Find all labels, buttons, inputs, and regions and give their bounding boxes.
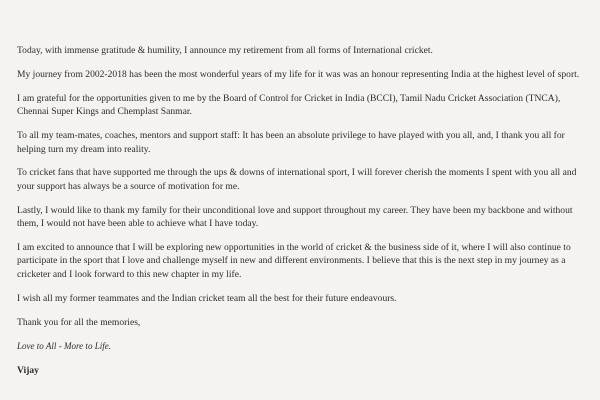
paragraph-future: I am excited to announce that I will be exploring new opportunities in the world of cricket & the business side of it, where I will also continue to participate in the sport that I love and challenge myself in new and different environments. I believe that this is the next step in my journey as a cricketer and I look forward to this new chapter in my life. [17,242,571,280]
paragraph-announcement: Today, with immense gratitude & humility, I announce my retirement from all forms of International cricket. [17,45,433,56]
paragraph-thanks: Thank you for all the memories, [17,316,141,328]
sign-off: Love to All - More to Life. [17,340,112,351]
paragraph-fans: To cricket fans that have supported me through the ups & downs of international sport, I will forever cherish the moments I spent with you all and your support has always be a source of motivation for me. [17,167,577,192]
paragraph-gratitude-boards: I am grateful for the opportunities given to me by the Board of Control for Cricket in India (BCCI), Tamil Nadu Cricket Association (TNCA), Chennai Super Kings and Chemplast Sanmar. [17,92,561,118]
paragraph-journey: My journey from 2002-2018 has been the most wonderful years of my life for it was was an honour representing India at the highest level of sport. [17,68,580,80]
signature: Vijay [17,364,39,376]
paragraph-family: Lastly, I would like to thank my family for their unconditional love and support throughout my career. They have been my backbone and without them, I would not have been able to achieve what I have today. [17,204,573,230]
paragraph-teammates: To all my team-mates, coaches, mentors and support staff: It has been an absolute privilege to have played with you all, and, I thank you all for helping turn my dream into reality. [17,130,565,155]
paragraph-wishes: I wish all my former teammates and the Indian cricket team all the best for their future endeavours. [17,292,397,304]
